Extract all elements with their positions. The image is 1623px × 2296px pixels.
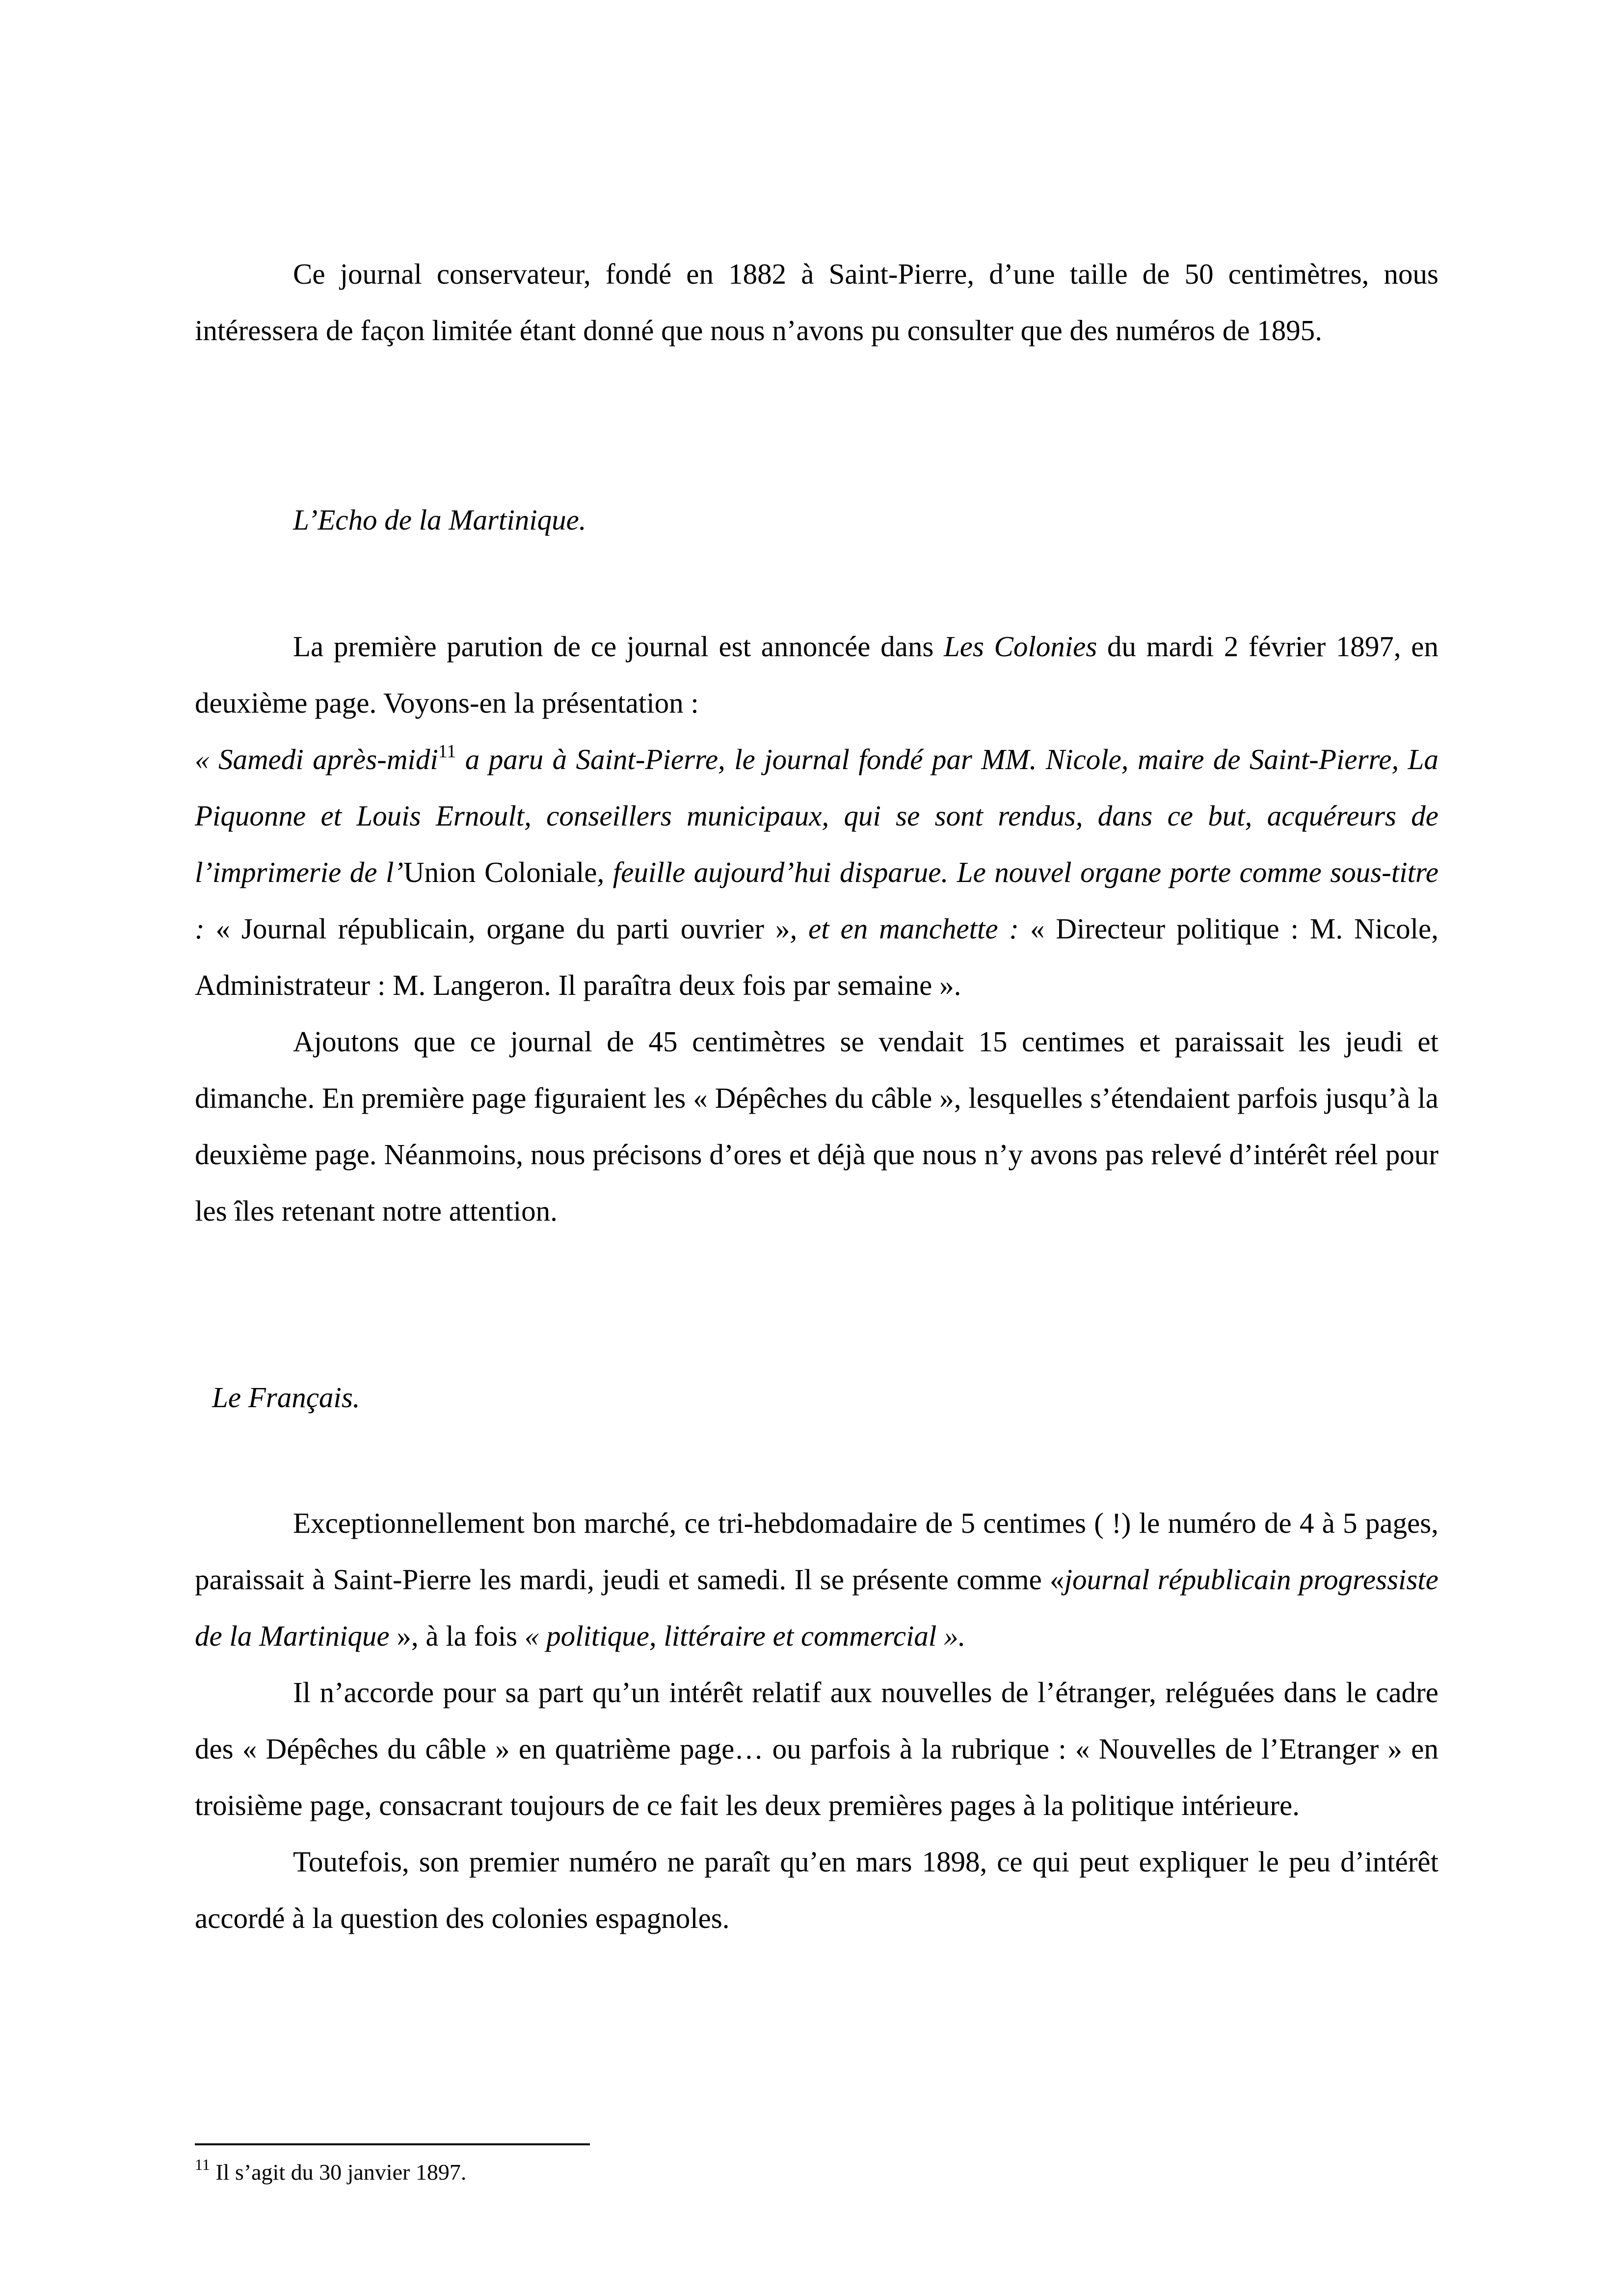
paragraph-quotation <box>195 731 1438 1014</box>
paragraph-first-issue <box>195 618 1438 731</box>
title-les-colonies: Les Colonies <box>943 630 1097 663</box>
quote-run: « Samedi après-midi <box>195 743 438 775</box>
footnote-reference: 11 <box>438 741 456 762</box>
text-run: », à la fois <box>389 1620 525 1652</box>
intro-section <box>195 246 1438 359</box>
quote-run: journal républicain progressiste de la Martinique <box>195 1563 1438 1652</box>
paragraph-first-issue-1898: Toutefois, son premier numéro ne paraît qu’en mars 1898, ce qui peut expliquer le peu d’intérêt accordé à la question des colonies espagnoles. <box>195 1845 1438 1934</box>
subtitle-quote: « Journal républicain, organe du parti ouvrier » <box>215 912 790 945</box>
text-run: Exceptionnellement bon marché, ce tri-hebdomadaire de 5 centimes ( !) le numéro de 4 à 5 pages, paraissait à Saint-Pierre les mardi, jeudi et samedi. Il se présente comme « <box>195 1507 1438 1596</box>
section-heading-echo: L’Echo de la Martinique. <box>293 504 586 536</box>
masthead-quote: « Directeur politique : M. Nicole, Administrateur : M. Langeron. Il paraîtra deux fois par semaine ». <box>195 912 1438 1001</box>
footnote <box>195 2155 466 2189</box>
footnote-divider <box>195 2143 590 2145</box>
quote-run: « politique, littéraire et commercial ». <box>524 1620 966 1652</box>
paragraph-price-and-pages: Ajoutons que ce journal de 45 centimètres se vendait 15 centimes et paraissait les jeudi et dimanche. En première page figuraient les « Dépêches du câble », lesquelles s’étendaient parfois jusqu’à la deuxième page. Néanmoins, nous précisons d’ores et déjà que nous n’y avons pas relevé d’intérêt réel pour les îles retenant notre attention. <box>195 1025 1438 1227</box>
paragraph-conservative-journal: Ce journal conservateur, fondé en 1882 à Saint-Pierre, d’une taille de 50 centimètres, nous intéressera de façon limitée étant donné que nous n’avons pu consulter que des numéros de 1895. <box>195 258 1438 347</box>
francais-section <box>195 1495 1438 1947</box>
section-heading-le-francais: Le Français. <box>212 1381 360 1414</box>
text-run: La première parution de ce journal est annoncée dans <box>293 630 944 663</box>
text-run: du mardi 2 février 1897, en deuxième page. Voyons-en la présentation : <box>195 630 1438 719</box>
quote-run: , et en manchette : <box>790 912 1030 945</box>
quote-run: a paru à Saint-Pierre, le journal fondé par MM. Nicole, maire de Saint-Pierre, La Piquonne et Louis Ernoult, conseillers municipaux, qui se sont rendus, dans ce but, acquéreurs de l’imprimerie de l’ <box>195 743 1438 888</box>
footnote-number: 11 <box>195 2156 210 2173</box>
title-union-coloniale: Union Coloniale <box>403 856 597 888</box>
footnote-text: Il s’agit du 30 janvier 1897. <box>210 2160 467 2185</box>
quote-run: , feuille aujourd’hui disparue. Le nouvel organe porte comme sous-titre : <box>195 856 1439 945</box>
paragraph-foreign-news: Il n’accorde pour sa part qu’un intérêt relatif aux nouvelles de l’étranger, reléguées dans le cadre des « Dépêches du câble » en quatrième page… ou parfois à la rubrique : « Nouvelles de l’Etranger » en troisième page, consacrant toujours de ce fait les deux premières pages à la politique intérieure. <box>195 1676 1438 1821</box>
echo-section <box>195 618 1438 1239</box>
paragraph-tri-weekly <box>195 1495 1438 1664</box>
